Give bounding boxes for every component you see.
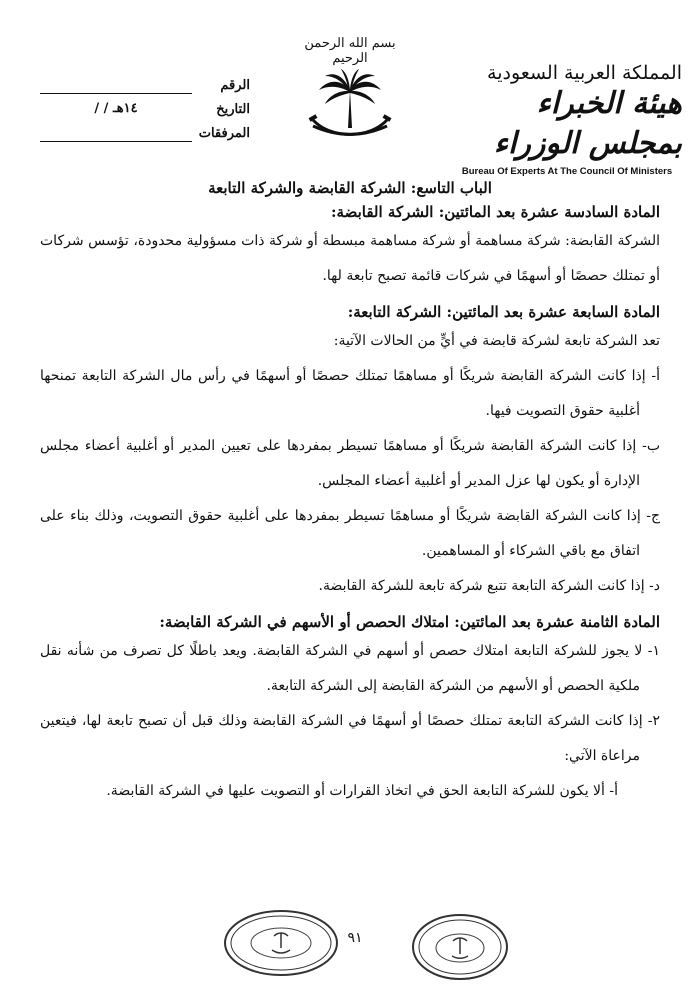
reference-number-line [40, 77, 192, 94]
bureau-english-name: Bureau Of Experts At The Council Of Ministers [461, 166, 673, 177]
letterhead-metadata [40, 74, 250, 146]
kingdom-name: المملكة العربية السعودية [487, 62, 682, 84]
official-seal-stamp-icon [410, 912, 510, 982]
date-label: التاريخ [216, 102, 250, 117]
bureau-name: هيئة الخبراء بمجلس الوزراء [493, 86, 682, 161]
article-217-item-c: ج- إذا كانت الشركة القابضة شريكًا أو مساهمًا تسيطر بمفردها على أغلبية حقوق التصويت، وذلك بناء على اتفاق مع باقي الشركاء أو المساهمين. [40, 508, 660, 559]
attachments-row [40, 122, 250, 146]
article-216-heading: المادة السادسة عشرة بعد المائتين: الشركة القابضة: [331, 203, 660, 221]
article-218-heading: المادة الثامنة عشرة بعد المائتين: امتلاك الحصص أو الأسهم في الشركة القابضة: [159, 613, 660, 631]
article-217-item-d: د- إذا كانت الشركة التابعة تتبع شركة تابعة للشركة القابضة. [318, 578, 660, 594]
attachments-label: المرفقات [198, 126, 250, 141]
article-217-item-b: ب- إذا كانت الشركة القابضة شريكًا أو مساهمًا تسيطر بمفردها على تعيين المدير أو أغلبية أعضاء مجلس الإدارة أو يكون لها عزل المدير أو أغلبية أعضاء المجلس. [40, 438, 660, 489]
page-number: ٩١ [347, 930, 363, 946]
article-218-item-2: ٢- إذا كانت الشركة التابعة تمتلك حصصًا أو أسهمًا في الشركة القابضة وذلك قبل أن تصبح تابعة لها، فيتعين مراعاة الآتي: [40, 713, 660, 764]
article-218-subitem-a: أ- ألا يكون للشركة التابعة الحق في اتخاذ القرارات أو التصويت عليها في الشركة القابضة. [106, 783, 618, 799]
document-body [40, 176, 660, 809]
article-217-heading: المادة السابعة عشرة بعد المائتين: الشركة التابعة: [347, 303, 660, 321]
basmala: بسم الله الرحمن الرحيم [304, 36, 396, 66]
attachments-line [40, 125, 192, 142]
letterhead-organization [452, 62, 682, 177]
palm-and-swords-icon [305, 68, 395, 144]
chapter-title: الباب التاسع: الشركة القابضة والشركة التابعة [208, 179, 492, 197]
article-216-text: الشركة القابضة: شركة مساهمة أو شركة مساهمة مبسطة أو شركة ذات مسؤولية محدودة، تؤسس شركات أو تمتلك حصصًا أو أسهمًا في شركات قائمة تصبح تابعة لها. [40, 233, 660, 284]
letterhead-emblem-block [300, 36, 400, 144]
article-217-item-a: أ- إذا كانت الشركة القابضة شريكًا أو مساهمًا تمتلك حصصًا أو أسهمًا في رأس مال الشركة التابعة تمنحها أغلبية حقوق التصويت فيها. [40, 368, 660, 419]
reference-number-label: الرقم [220, 78, 250, 93]
reference-number-row [40, 74, 250, 98]
article-218-item-1: ١- لا يجوز للشركة التابعة امتلاك حصص أو أسهم في الشركة القابضة. ويعد باطلًا كل تصرف من شأنه نقل ملكية الحصص أو الأسهم من الشركة القابضة إلى الشركة التابعة. [40, 643, 660, 694]
date-value: / / ١٤هـ [94, 101, 138, 116]
official-seal-stamp-icon [222, 908, 340, 978]
article-217-intro: تعد الشركة تابعة لشركة قابضة في أيٍّ من الحالات الآتية: [333, 333, 660, 349]
date-row [40, 98, 250, 122]
